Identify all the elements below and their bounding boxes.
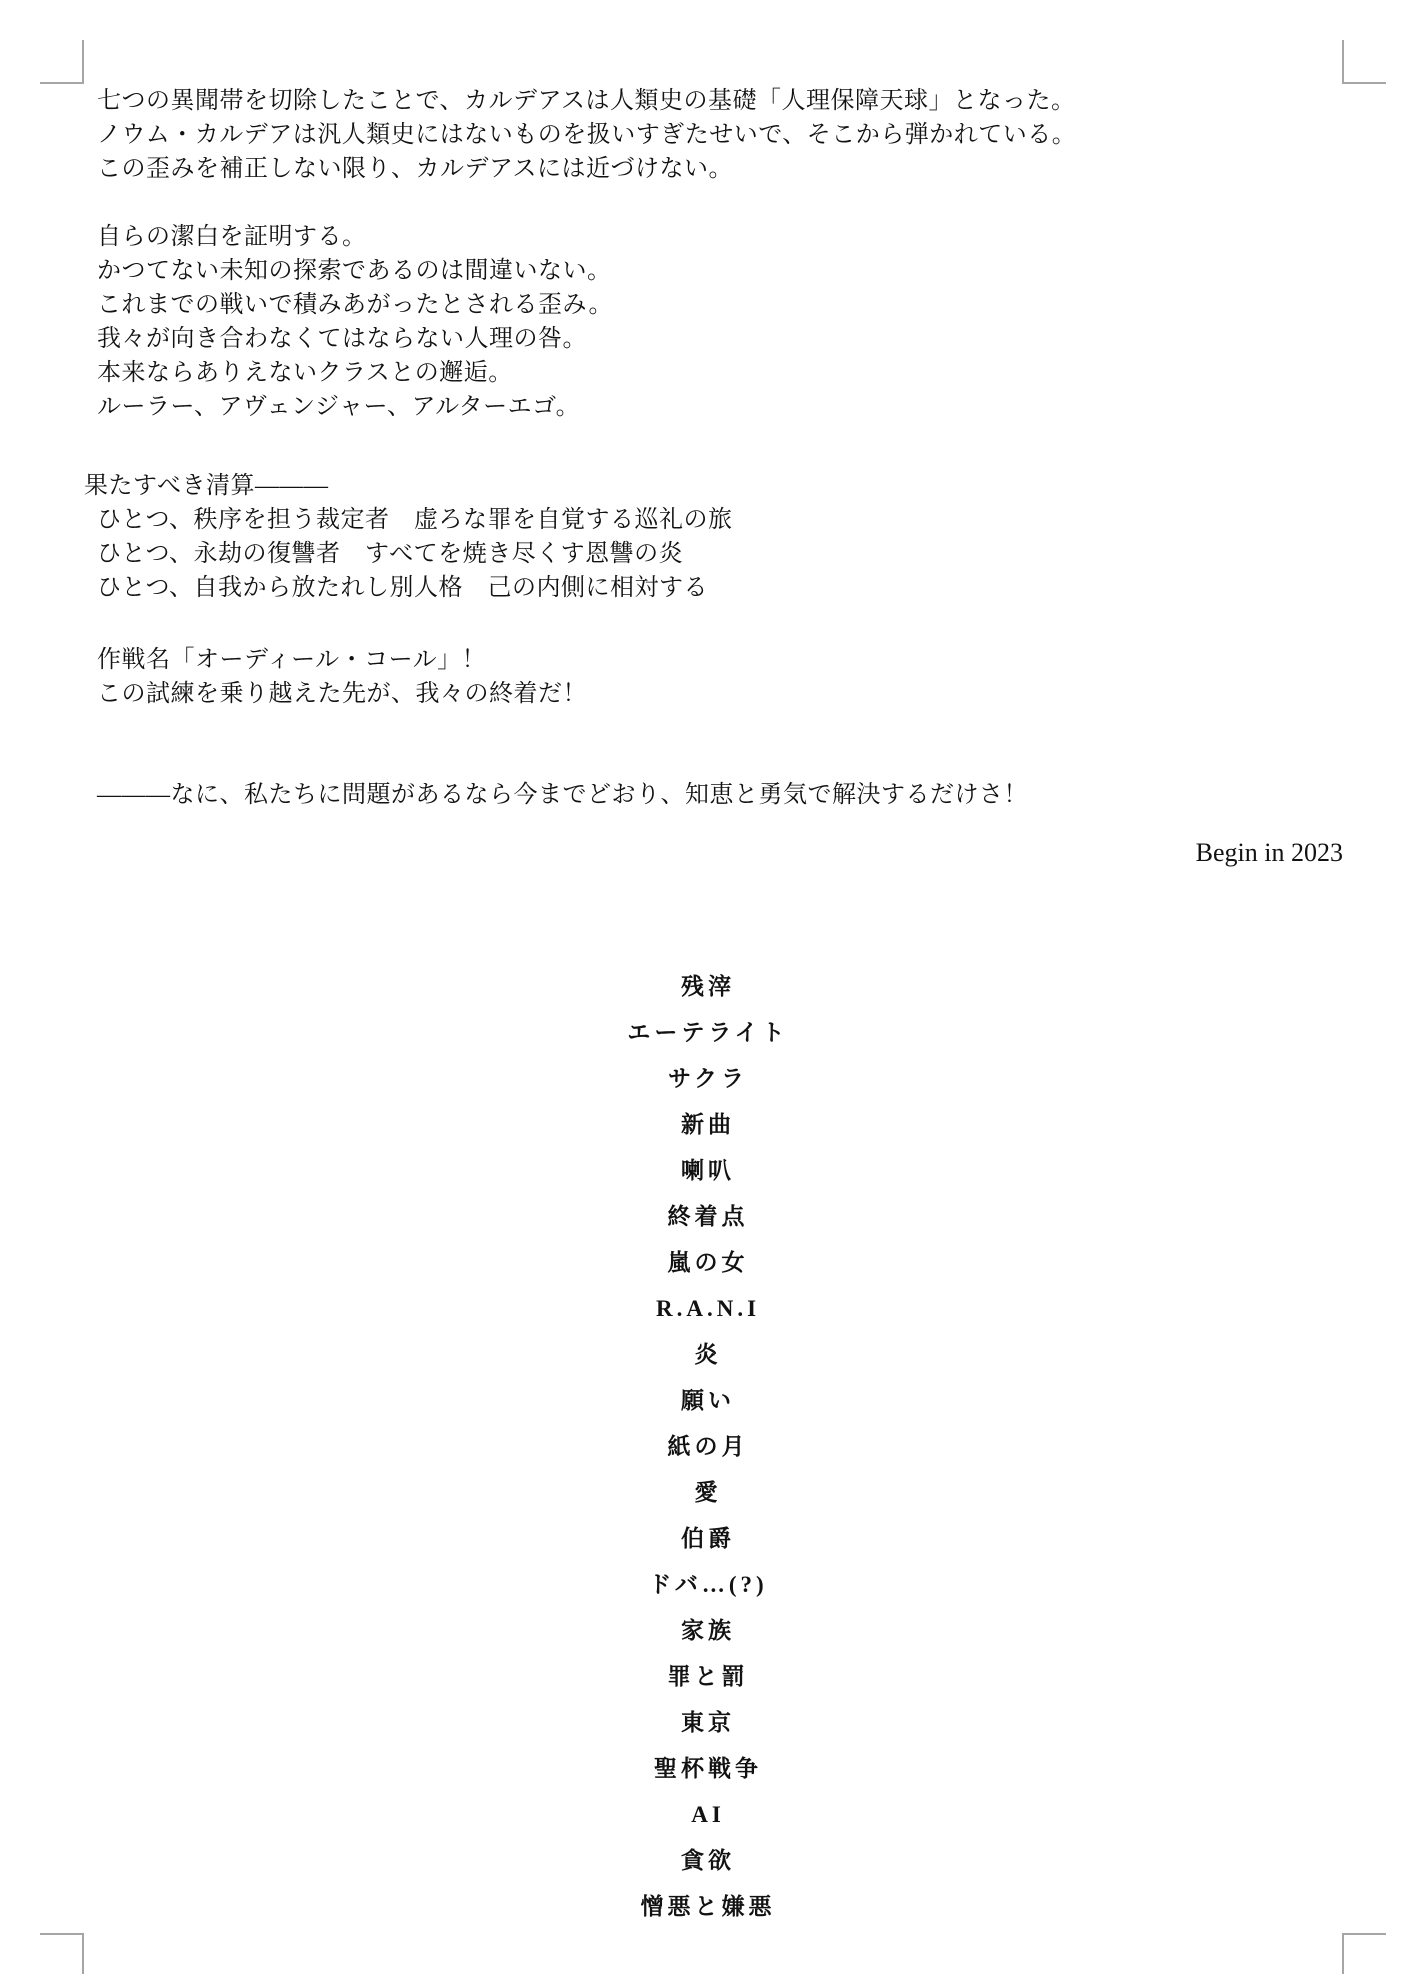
crop-mark-line — [40, 1933, 84, 1935]
keyword-item: 願い — [681, 1388, 735, 1413]
story-line: 本来ならありえないクラスとの邂逅。 — [97, 360, 513, 386]
story-paragraph — [84, 469, 1076, 605]
story-line: 果たすべき清算――― — [84, 473, 329, 499]
keyword-item: AI — [691, 1802, 725, 1827]
story-line: これまでの戦いで積みあがったとされる歪み。 — [97, 292, 613, 318]
keyword-item: 家族 — [681, 1618, 735, 1643]
story-line: かつてない未知の探索であるのは間違いない。 — [97, 258, 612, 284]
keyword-item: 終着点 — [667, 1204, 749, 1229]
keyword-item: 喇叭 — [681, 1158, 735, 1183]
story-line: この歪みを補正しない限り、カルデアスには近づけない。 — [97, 156, 734, 182]
story-line: ひとつ、秩序を担う裁定者 虚ろな罪を自覚する巡礼の旅 — [97, 507, 733, 533]
crop-mark-line — [1342, 1933, 1386, 1935]
story-paragraph — [97, 778, 1076, 812]
crop-mark-line — [82, 40, 84, 84]
keyword-item: 罪と罰 — [667, 1664, 749, 1689]
story-line: ひとつ、永劫の復讐者 すべてを焼き尽くす恩讐の炎 — [97, 541, 684, 567]
story-line: ひとつ、自我から放たれし別人格 己の内側に相対する — [97, 575, 709, 601]
keyword-item: 伯爵 — [681, 1526, 735, 1551]
keyword-item: ドバ…(?) — [648, 1572, 768, 1597]
story-line: この試練を乗り越えた先が、我々の終着だ！ — [97, 681, 587, 707]
keyword-item: エーテライト — [627, 1020, 789, 1045]
story-line: 作戦名「オーディール・コール」！ — [97, 647, 487, 673]
story-line: ルーラー、アヴェンジャー、アルターエゴ。 — [97, 394, 581, 420]
story-line: ―――なに、私たちに問題があるなら今までどおり、知恵と勇気で解決するだけさ！ — [97, 782, 1028, 808]
keyword-item: 東京 — [681, 1710, 735, 1735]
crop-mark-line — [82, 1933, 84, 1974]
crop-mark-line — [1342, 1933, 1344, 1974]
keyword-item: R.A.N.I — [655, 1296, 761, 1321]
story-line: ノウム・カルデアは汎人類史にはないものを扱いすぎたせいで、そこから弾かれている。 — [97, 122, 1077, 148]
keyword-item: 聖杯戦争 — [654, 1756, 762, 1781]
story-paragraph — [97, 220, 1076, 424]
crop-mark-line — [1342, 82, 1386, 84]
keyword-item: 憎悪と嫌悪 — [640, 1894, 776, 1919]
keyword-item: サクラ — [667, 1066, 749, 1091]
crop-mark-line — [1342, 40, 1344, 84]
keyword-item: 残滓 — [681, 974, 735, 999]
keyword-item: 新曲 — [681, 1112, 735, 1137]
keyword-item: 嵐の女 — [667, 1250, 749, 1275]
begin-note-text: Begin in 2023 — [1195, 838, 1343, 867]
story-paragraph — [97, 643, 1076, 711]
story-line: 七つの異聞帯を切除したことで、カルデアスは人類史の基礎「人理保障天球」となった。 — [97, 88, 1076, 114]
story-text — [84, 84, 1077, 812]
story-line: 我々が向き合わなくてはならない人理の咎。 — [97, 326, 587, 352]
story-paragraph — [97, 84, 1076, 186]
keyword-item: 炎 — [694, 1342, 722, 1367]
keyword-item: 紙の月 — [667, 1434, 749, 1459]
keyword-item: 貪欲 — [681, 1848, 735, 1873]
story-line: 自らの潔白を証明する。 — [97, 224, 367, 250]
crop-mark-line — [40, 82, 84, 84]
keyword-item: 愛 — [694, 1480, 722, 1505]
keyword-list — [0, 964, 1416, 1930]
